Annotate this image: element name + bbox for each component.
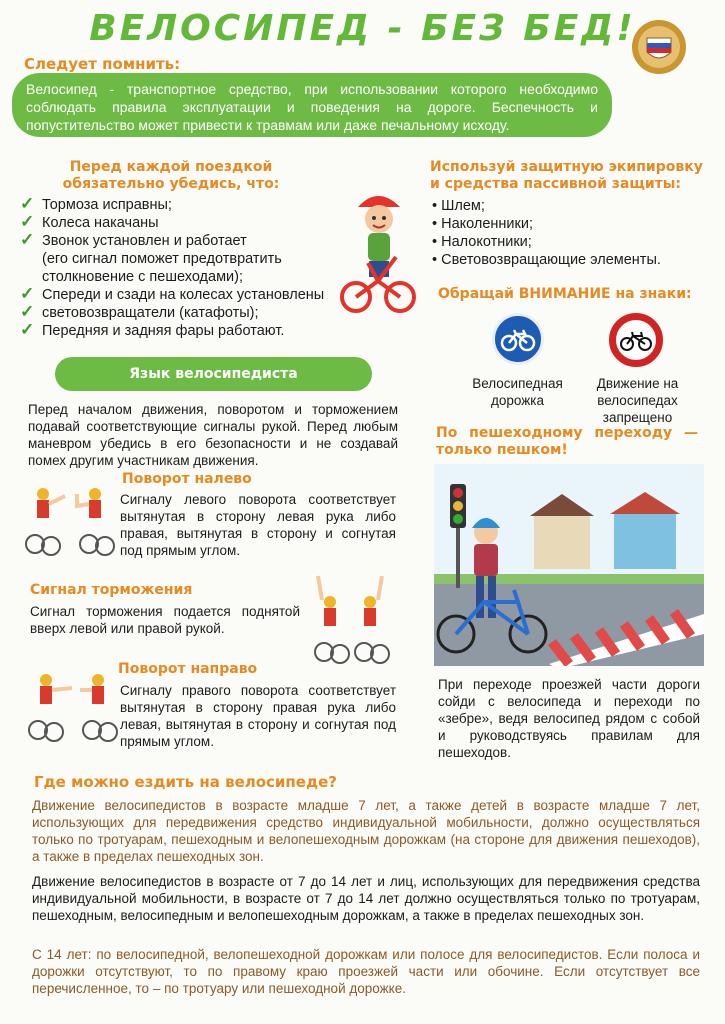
list-item: • Налокотники;	[432, 234, 532, 250]
checklist-heading: Перед каждой поездкой обязательно убедись, что:	[62, 159, 280, 192]
list-item: столкновение с пешеходами);	[42, 269, 244, 285]
right-turn-text: Сигналу правого поворота соответствует вытянутая в сторону правая рука либо левая, вытянутая в сторону и согнутая под прямым углом.	[120, 683, 396, 749]
checkmark-icon: ✓	[20, 230, 35, 249]
child-cyclist-illustration	[338, 185, 418, 320]
list-item: • Наколенники;	[432, 216, 534, 232]
right-turn-heading: Поворот направо	[118, 661, 258, 677]
left-turn-heading: Поворот налево	[122, 471, 252, 487]
list-item: ✓ Колеса накачаны	[20, 212, 159, 231]
bike-path-caption: Велосипедная дорожка	[472, 376, 563, 408]
where-paragraph-2: Движение велосипедистов в возрасте от 7 до 14 лет и лиц, использующих для передвижения средства индивидуальной мобильности, в возрасте от 7 до 14 лет должно осуществляться только по тротуарам, пешеходным, велосипедным и велопешеходным дорожкам, а также в пределах пешеходных зон.	[32, 874, 700, 923]
traffic-police-emblem-icon	[630, 18, 688, 76]
checkmark-icon: ✓	[20, 302, 35, 321]
braking-heading: Сигнал торможения	[30, 582, 193, 598]
cyclist-language-banner: Язык велосипедиста	[55, 357, 372, 391]
list-item: ✓ световозвращатели (катафоты);	[20, 302, 259, 321]
checklist	[20, 196, 345, 340]
list-item: ✓ Звонок установлен и работает	[20, 230, 247, 249]
remember-heading: Следует помнить:	[24, 55, 181, 73]
checkmark-icon: ✓	[20, 284, 35, 303]
list-item: • Световозвращающие элементы.	[432, 252, 661, 268]
list-item: ✓ Тормоза исправны;	[20, 194, 172, 213]
where-paragraph-3: С 14 лет: по велосипедной, велопешеходной дорожкам или полосе для велосипедистов. Если полоса и дорожки отсутствуют, то по правому краю проезжей части или обочине. Если отсутствует все перечисленное, то – по тротуару или пешеходной дорожке.	[32, 947, 700, 996]
left-turn-signal-illustration	[25, 484, 115, 560]
braking-signal-illustration	[312, 572, 392, 670]
list-item: (его сигнал поможет предотвратить	[42, 251, 282, 267]
left-turn-text: Сигналу левого поворота соответствует вытянутая в сторону левая рука либо правая, вытянутая в сторону и согнутая под прямым углом.	[120, 492, 396, 558]
signs-heading: Обращай ВНИМАНИЕ на знаки:	[438, 286, 692, 302]
checkmark-icon: ✓	[20, 194, 35, 213]
braking-text: Сигнал торможения подается поднятой вверх левой или правой рукой.	[30, 604, 300, 636]
where-paragraph-1: Движение велосипедистов в возрасте младше 7 лет, а также детей в возрасте младше 7 лет, использующих для передвижения средство индивидуальной мобильности, должно осуществляться только по тротуарам, пешеходным и велопешеходным дорожкам (на стороне для движения пешеходов), а также в пределах пешеходных зон.	[32, 798, 700, 864]
right-turn-signal-illustration	[28, 670, 118, 746]
checkmark-icon: ✓	[20, 212, 35, 231]
bike-path-sign-icon	[492, 313, 544, 365]
list-item: ✓ Передняя и задняя фары работают.	[20, 320, 285, 339]
list-item: • Шлем;	[432, 198, 485, 214]
list-item: ✓ Спереди и сзади на колесах установлены	[20, 284, 325, 303]
pedestrian-crossing-illustration	[434, 464, 704, 666]
crossing-text: При переходе проезжей части дороги сойди с велосипеда и переходи по «зебре», ведя велосипед рядом с собой и руководствуясь правилам для пешеходов.	[438, 677, 700, 760]
no-bicycles-sign-icon	[609, 313, 663, 367]
equipment-list	[432, 197, 712, 269]
remember-box: Велосипед - транспортное средство, при использовании которого необходимо соблюдать правила эксплуатации и поведения на дороге. Беспечность и попустительство может привести к травмам или даже печальному исходу.	[12, 73, 612, 137]
language-intro: Перед началом движения, поворотом и торможением подавай соответствующие сигналы рукой. Перед любым маневром убедись в его безопасности и не создавай помех другим участникам движения.	[28, 402, 398, 468]
checkmark-icon: ✓	[20, 320, 35, 339]
where-heading: Где можно ездить на велосипеде?	[34, 773, 337, 791]
no-bikes-caption: Движение на велосипедах запрещено	[596, 376, 679, 425]
page-title: ВЕЛОСИПЕД - БЕЗ БЕД!	[89, 8, 636, 49]
crossing-heading: По пешеходному переходу — только пешком!	[436, 425, 698, 458]
equipment-heading: Используй защитную экипировку и средства пассивной защиты:	[430, 159, 703, 192]
